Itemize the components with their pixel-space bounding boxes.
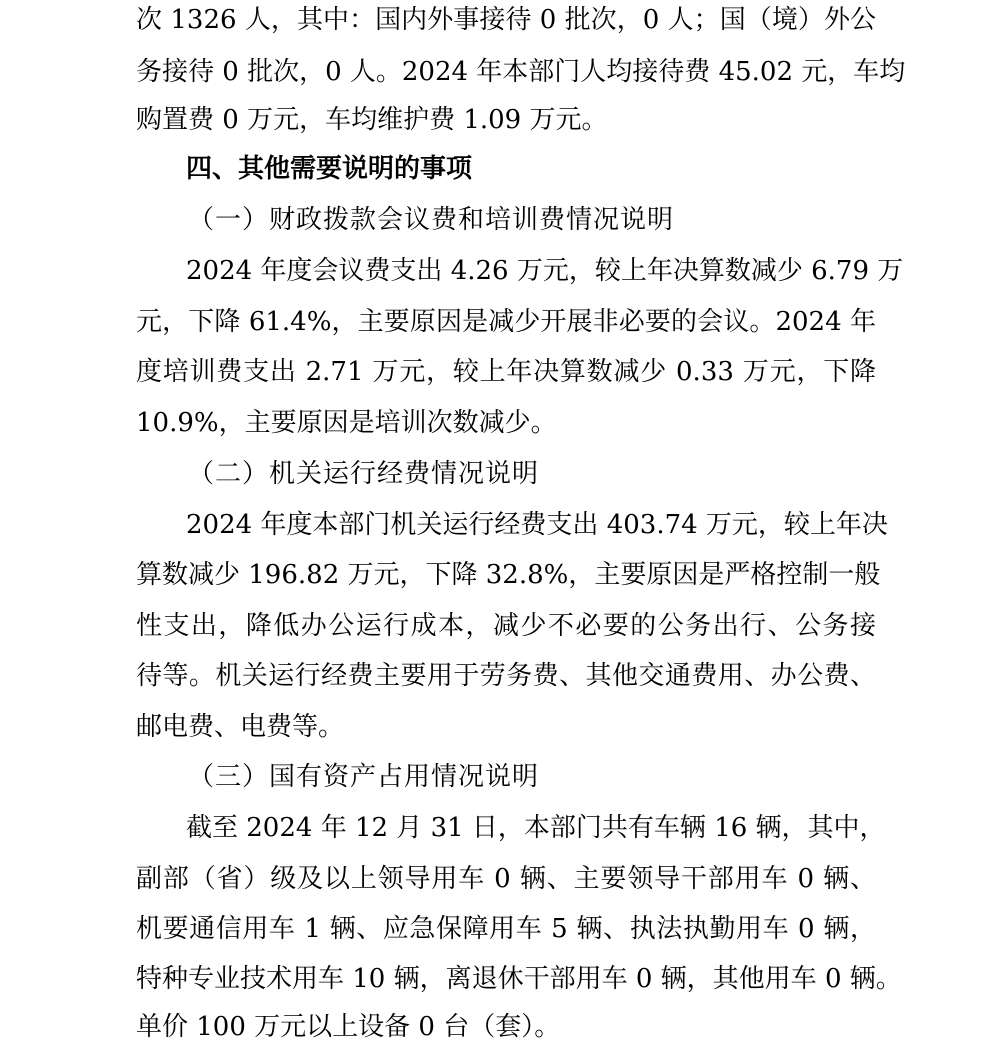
paragraph-line: 算数减少 196.82 万元，下降 32.8%，主要原因是严格控制一般	[136, 560, 881, 590]
paragraph-line: 截至 2024 年 12 月 31 日，本部门共有车辆 16 辆，其中，	[186, 813, 886, 843]
paragraph-line: 2024 年度本部门机关运行经费支出 403.74 万元，较上年决	[186, 510, 888, 540]
section-heading: 四、其他需要说明的事项	[186, 154, 473, 184]
paragraph-line: 务接待 0 批次，0 人。2024 年本部门人均接待费 45.02 元，车均	[136, 57, 906, 87]
paragraph-line: 次 1326 人，其中：国内外事接待 0 批次，0 人；国（境）外公	[136, 5, 876, 35]
paragraph-line: 性支出，降低办公运行成本，减少不必要的公务出行、公务接	[136, 611, 876, 641]
paragraph-line: 2024 年度会议费支出 4.26 万元，较上年决算数减少 6.79 万	[186, 256, 904, 286]
paragraph-line: 10.9%，主要原因是培训次数减少。	[136, 408, 557, 438]
subsection-heading: （一）财政拨款会议费和培训费情况说明	[188, 205, 675, 235]
paragraph-line: 待等。机关运行经费主要用于劳务费、其他交通费用、办公费、	[136, 661, 876, 691]
paragraph-line: 邮电费、电费等。	[136, 712, 345, 742]
paragraph-line: 单价 100 万元以上设备 0 台（套）。	[136, 1012, 561, 1042]
paragraph-line: 副部（省）级及以上领导用车 0 辆、主要领导干部用车 0 辆、	[136, 864, 876, 894]
paragraph-line: 特种专业技术用车 10 辆，离退休干部用车 0 辆，其他用车 0 辆。	[136, 964, 902, 994]
paragraph-line: 机要通信用车 1 辆、应急保障用车 5 辆、执法执勤用车 0 辆，	[136, 914, 876, 944]
paragraph-line: 购置费 0 万元，车均维护费 1.09 万元。	[136, 105, 608, 135]
paragraph-line: 元，下降 61.4%，主要原因是减少开展非必要的会议。2024 年	[136, 307, 876, 337]
paragraph-line: 度培训费支出 2.71 万元，较上年决算数减少 0.33 万元，下降	[136, 357, 876, 387]
subsection-heading: （三）国有资产占用情况说明	[188, 762, 540, 792]
subsection-heading: （二）机关运行经费情况说明	[188, 459, 540, 489]
